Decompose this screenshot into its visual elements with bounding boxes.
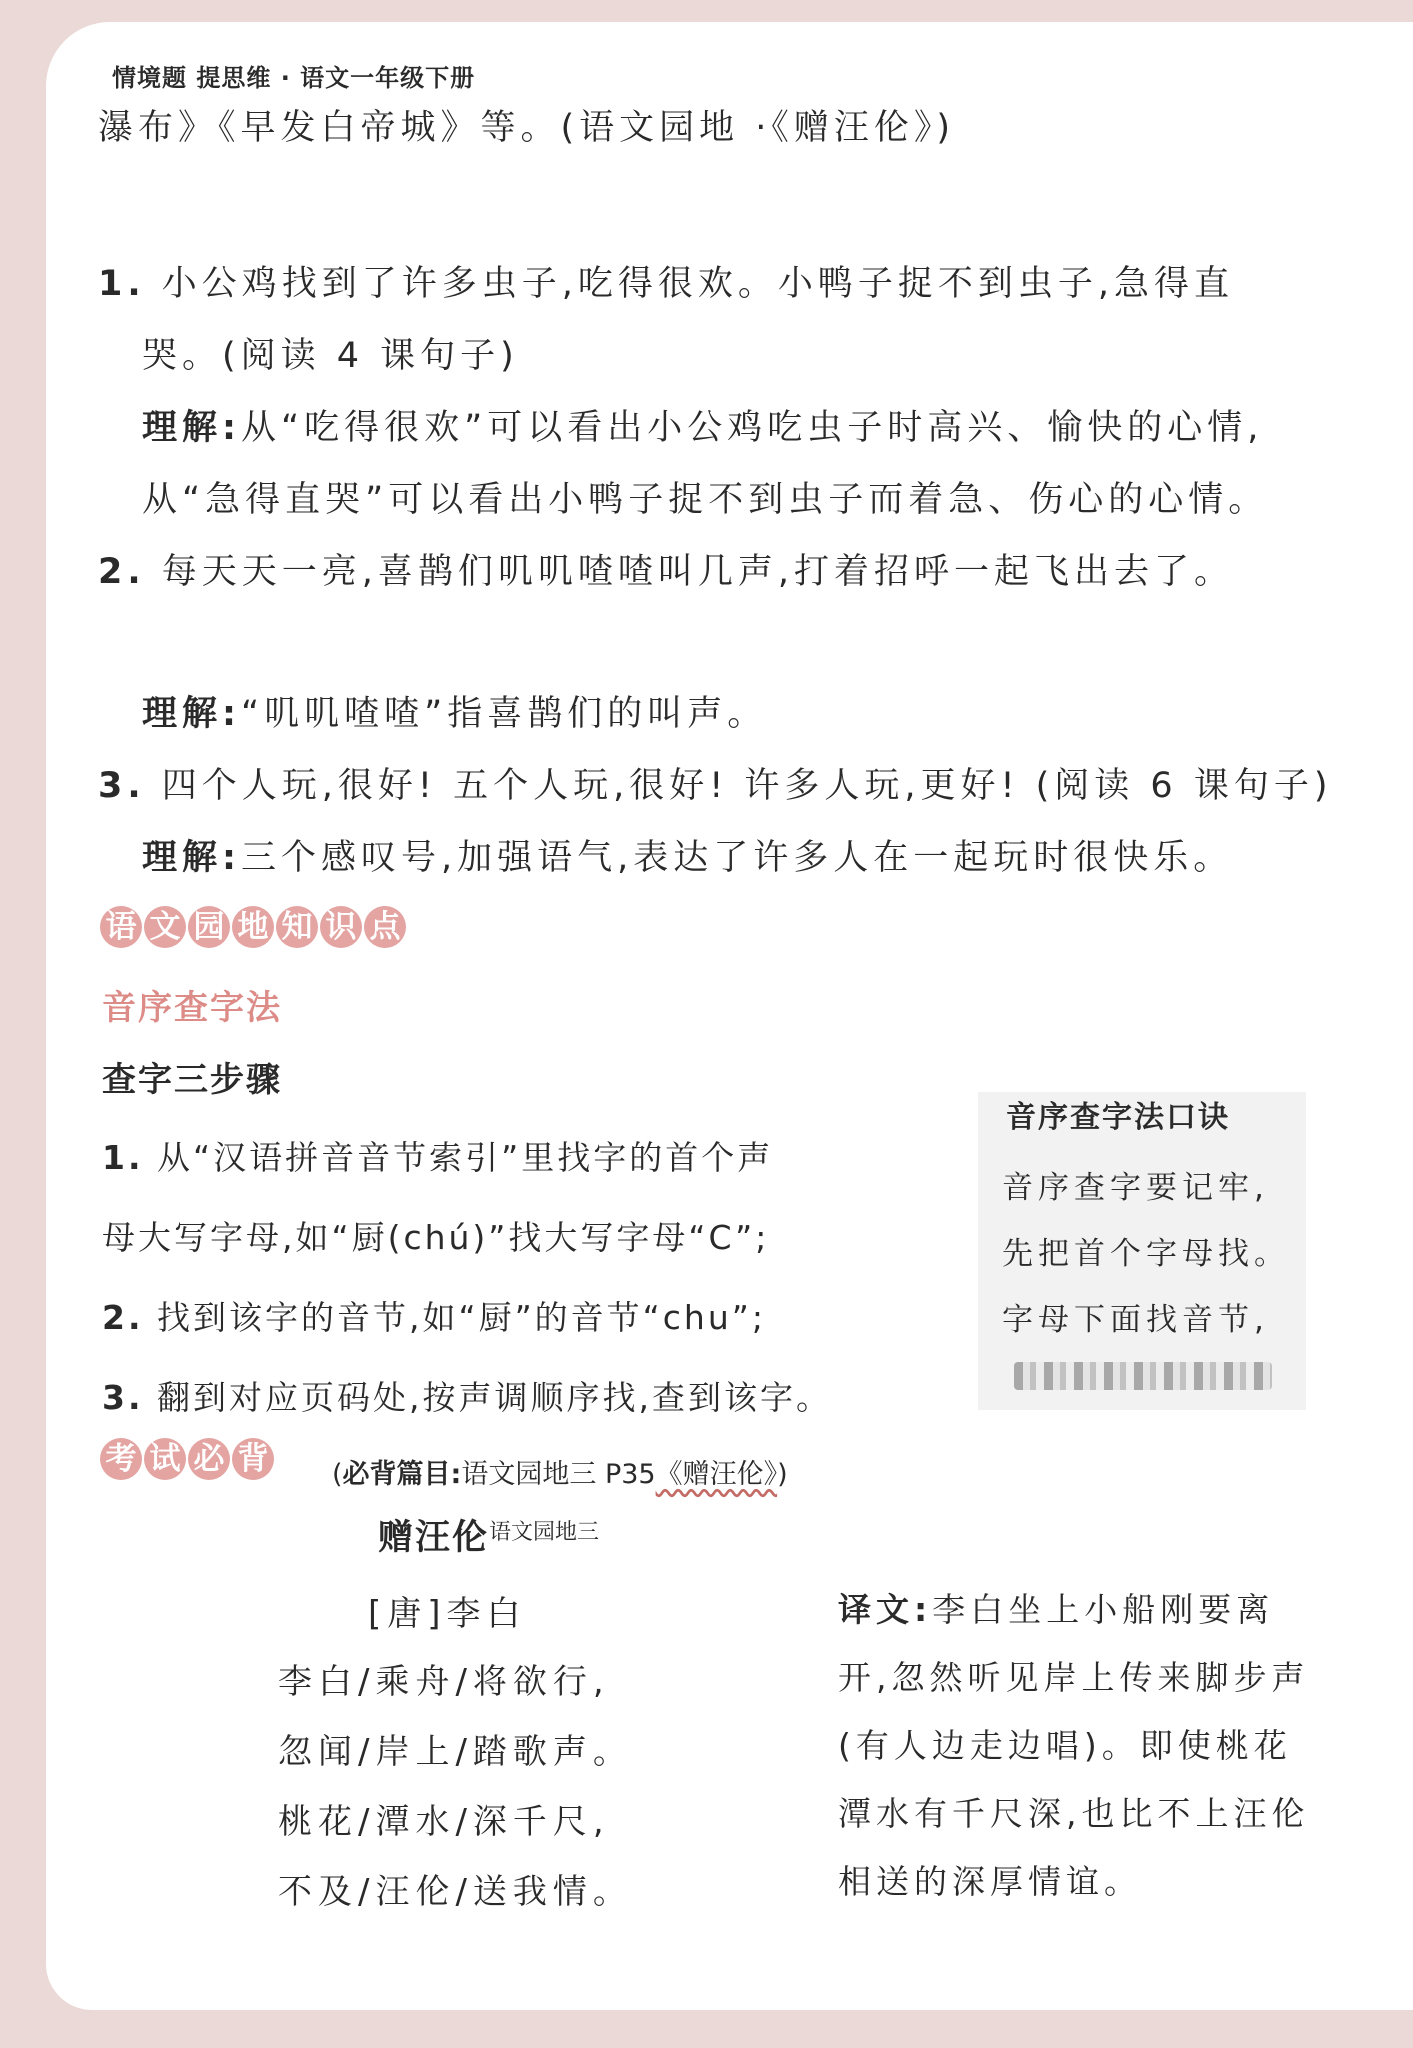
- badge-char: 园: [188, 906, 230, 948]
- step-1-cont: 母大写字母,如“厨(chú)”找大写字母“C”;: [102, 1218, 770, 1257]
- knowledge-badge: [100, 906, 408, 948]
- badge-char: 文: [144, 906, 186, 948]
- poem-source: 语文园地三: [489, 1519, 600, 1545]
- step-2-text: 找到该字的音节,如“厨”的音节“chu”;: [157, 1298, 766, 1337]
- knowledge-subtitle: 查字三步骤: [102, 1060, 282, 1100]
- knowledge-topic: 音序查字法: [102, 988, 282, 1028]
- ref-title: 《赠汪伦》: [655, 1459, 778, 1490]
- sentence-1-number: 1.: [98, 264, 146, 304]
- poem-title: 赠汪伦: [378, 1518, 490, 1558]
- ref-open: (: [332, 1459, 343, 1490]
- mnemonic-line: 先把首个字母找。: [1002, 1236, 1290, 1272]
- step-3-number: 3.: [102, 1378, 144, 1417]
- sentence-3: [98, 758, 1332, 808]
- sentence-2-explanation: [142, 686, 767, 736]
- ref-label: 必背篇目:: [342, 1459, 462, 1490]
- badge-char: 点: [364, 906, 406, 948]
- sentence-1-explanation-2: 从“急得直哭”可以看出小鸭子捉不到虫子而着急、伤心的心情。: [142, 480, 1269, 520]
- poem-line: 桃花/潭水/深千尺,: [278, 1802, 610, 1842]
- poem-line: 李白/乘舟/将欲行,: [278, 1662, 610, 1702]
- sentence-2-line1: 每天天一亮,喜鹊们叽叽喳喳叫几声,打着招呼一起飞出去了。: [161, 552, 1235, 592]
- mnemonic-box: [978, 1092, 1306, 1410]
- badge-char: 识: [320, 906, 362, 948]
- step-1-text: 从“汉语拼音音节索引”里找字的首个声: [157, 1138, 774, 1177]
- sentence-3-exp1: 三个感叹号,加强语气,表达了许多人在一起玩时很快乐。: [241, 838, 1234, 878]
- translation-label: 译文:: [838, 1590, 933, 1629]
- step-2: [102, 1292, 766, 1339]
- ref-close: ): [777, 1459, 788, 1490]
- mnemonic-title: 音序查字法口诀: [1006, 1100, 1230, 1135]
- sentence-1-line1: 小公鸡找到了许多虫子,吃得很欢。小鸭子捉不到虫子,急得直: [161, 264, 1235, 304]
- step-2-number: 2.: [102, 1298, 144, 1337]
- poem-author: [唐]李白: [368, 1594, 527, 1634]
- poem-line: 忽闻/岸上/踏歌声。: [278, 1732, 633, 1772]
- exam-badge: [100, 1438, 276, 1480]
- badge-char: 背: [232, 1438, 274, 1480]
- book-header: 情境题 提思维 · 语文一年级下册: [112, 64, 476, 92]
- sentence-3-number: 3.: [98, 766, 146, 806]
- sentence-1-explanation-1: [142, 400, 1263, 450]
- step-1: [102, 1132, 773, 1179]
- sentence-1-label: 理解:: [142, 408, 241, 448]
- translation-line: 潭水有千尺深,也比不上汪伦: [838, 1794, 1310, 1833]
- translation-line: (有人边走边唱)。即使桃花: [838, 1726, 1292, 1765]
- badge-char: 必: [188, 1438, 230, 1480]
- step-1-number: 1.: [102, 1138, 144, 1177]
- mnemonic-line: 字母下面找音节,: [1002, 1302, 1269, 1338]
- ref-text: 语文园地三 P35: [461, 1459, 656, 1490]
- blurred-line: [1014, 1362, 1272, 1390]
- sentence-1-exp1: 从“吃得很欢”可以看出小公鸡吃虫子时高兴、愉快的心情,: [241, 408, 1264, 448]
- sentence-3-label: 理解:: [142, 838, 241, 878]
- sentence-2-exp1: “叽叽喳喳”指喜鹊们的叫声。: [241, 694, 768, 734]
- poem-title-block: [378, 1510, 599, 1560]
- step-3-text: 翻到对应页码处,按声调顺序找,查到该字。: [157, 1378, 832, 1417]
- badge-char: 知: [276, 906, 318, 948]
- mnemonic-line: 音序查字要记牢,: [1002, 1170, 1269, 1206]
- badge-char: 语: [100, 906, 142, 948]
- sentence-1: [98, 256, 1234, 306]
- badge-char: 考: [100, 1438, 142, 1480]
- translation-line: 开,忽然听见岸上传来脚步声: [838, 1658, 1310, 1697]
- sentence-2-label: 理解:: [142, 694, 241, 734]
- sentence-2: [98, 544, 1234, 594]
- badge-char: 地: [232, 906, 274, 948]
- sentence-3-explanation: [142, 830, 1233, 880]
- sentence-1-line2: 哭。(阅读 4 课句子): [142, 336, 519, 376]
- exam-reference: [332, 1452, 788, 1491]
- sentence-2-number: 2.: [98, 552, 146, 592]
- translation-first-text: 李白坐上小船刚要离: [932, 1590, 1275, 1629]
- translation-line: 相送的深厚情谊。: [838, 1862, 1142, 1901]
- poem-line: 不及/汪伦/送我情。: [278, 1872, 633, 1912]
- intro-line: 瀑布》《早发白帝城》等。(语文园地 ·《赠汪伦》): [98, 108, 956, 148]
- translation-first: [838, 1584, 1274, 1631]
- badge-char: 试: [144, 1438, 186, 1480]
- step-3: [102, 1372, 832, 1419]
- sentence-3-line1: 四个人玩,很好! 五个人玩,很好! 许多人玩,更好! (阅读 6 课句子): [161, 766, 1333, 806]
